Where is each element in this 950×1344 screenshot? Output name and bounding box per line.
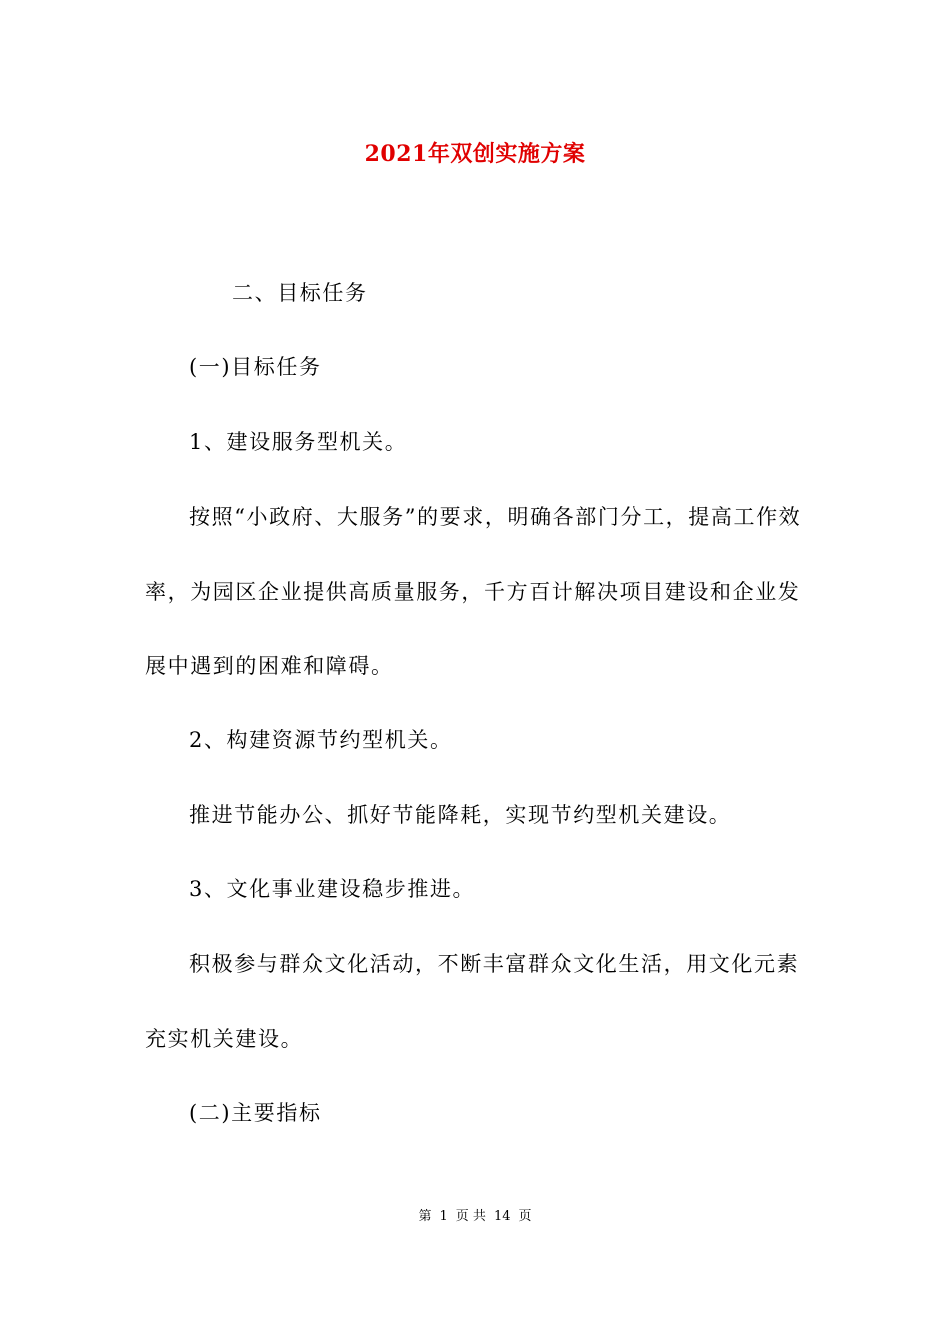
body-paragraph: 按照“小政府、大服务”的要求，明确各部门分工，提高工作效率，为园区企业提供高质量服务，千方百计解决项目建设和企业发展中遇到的困难和障碍。 — [145, 505, 802, 678]
item-heading: 1、建设服务型机关。 — [189, 430, 408, 454]
item-heading: 3、文化事业建设稳步推进。 — [189, 877, 476, 901]
footer-middle: 页 共 — [455, 1209, 486, 1224]
subsection-heading: (二)主要指标 — [189, 1101, 322, 1125]
footer-prefix: 第 — [418, 1209, 432, 1224]
page-footer — [0, 1206, 950, 1228]
document-title: 2021年双创实施方案 — [364, 141, 586, 167]
section-heading: 二、目标任务 — [232, 281, 368, 305]
subsection-heading: (一)目标任务 — [189, 355, 322, 379]
footer-suffix: 页 — [518, 1209, 532, 1224]
footer-page-number: 1 — [439, 1209, 448, 1224]
footer-total-pages: 14 — [493, 1209, 511, 1224]
body-paragraph: 推进节能办公、抓好节能降耗，实现节约型机关建设。 — [189, 803, 732, 827]
item-heading: 2、构建资源节约型机关。 — [189, 728, 453, 752]
body-paragraph: 积极参与群众文化活动，不断丰富群众文化生活，用文化元素充实机关建设。 — [145, 952, 800, 1051]
